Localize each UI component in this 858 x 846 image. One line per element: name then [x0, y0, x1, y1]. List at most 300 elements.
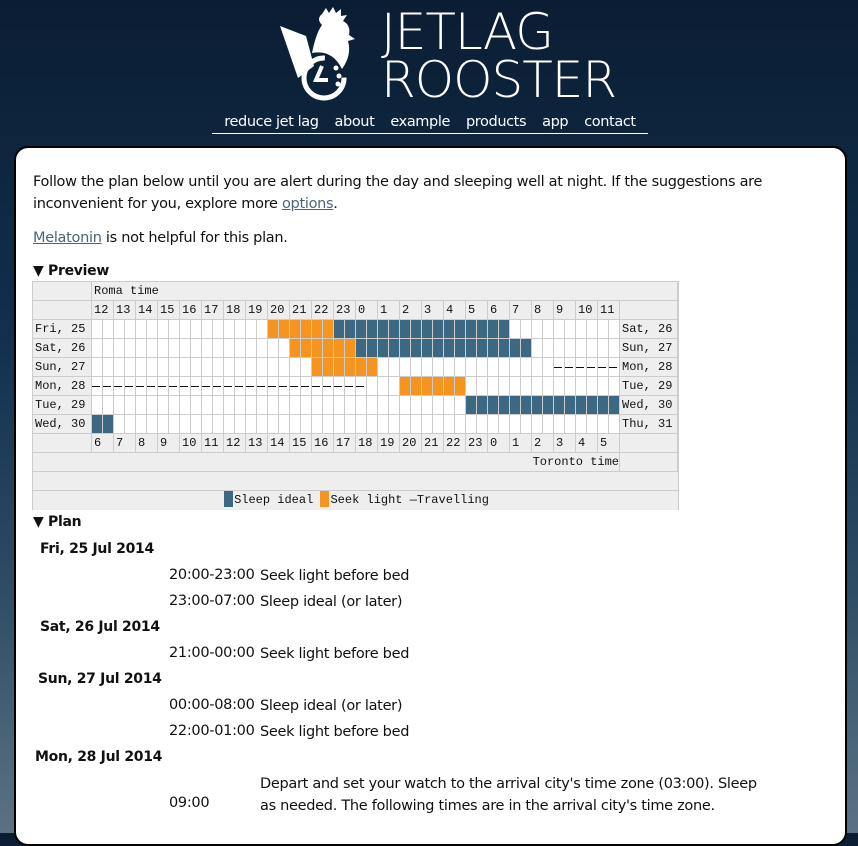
- cell-sleep: [356, 320, 367, 339]
- top-hour-tick: 3: [422, 301, 444, 320]
- cell-empty: [268, 396, 279, 415]
- cell-sleep: [587, 396, 598, 415]
- plan-time: 20:00-23:00: [169, 567, 255, 583]
- cell-empty: [136, 396, 147, 415]
- cell-sleep: [488, 339, 499, 358]
- cell-empty: [345, 396, 356, 415]
- row-day-label-left: Fri, 25: [33, 320, 92, 339]
- cell-empty: [455, 396, 466, 415]
- cell-empty: [367, 415, 378, 434]
- cell-sleep: [466, 396, 477, 415]
- cell-empty: [125, 358, 136, 377]
- plan-activity: Seek light before bed: [260, 568, 410, 584]
- top-hour-tick: 9: [554, 301, 576, 320]
- row-day-label-left: Sat, 26: [33, 339, 92, 358]
- plan-activity: Sleep ideal (or later): [260, 594, 403, 610]
- cell-sleep: [367, 339, 378, 358]
- cell-empty: [576, 415, 587, 434]
- top-hour-tick: 7: [510, 301, 532, 320]
- cell-empty: [543, 320, 554, 339]
- cell-sleep: [356, 339, 367, 358]
- top-hour-tick: 21: [290, 301, 312, 320]
- cell-empty: [587, 339, 598, 358]
- cell-empty: [279, 415, 290, 434]
- cell-empty: [202, 320, 213, 339]
- cell-empty: [543, 415, 554, 434]
- cell-sleep: [543, 396, 554, 415]
- cell-empty: [92, 396, 103, 415]
- cell-sleep: [499, 320, 510, 339]
- cell-empty: [257, 358, 268, 377]
- cell-empty: [246, 358, 257, 377]
- cell-empty: [191, 320, 202, 339]
- content-card: [14, 146, 847, 846]
- bottom-hour-tick: 14: [268, 434, 290, 453]
- cell-empty: [301, 358, 312, 377]
- top-hour-tick: 15: [158, 301, 180, 320]
- cell-empty: [378, 358, 389, 377]
- cell-empty: [136, 358, 147, 377]
- cell-empty: [598, 415, 609, 434]
- cell-sleep: [466, 339, 477, 358]
- cell-empty: [521, 358, 532, 377]
- cell-light: [279, 320, 290, 339]
- cell-empty: [103, 358, 114, 377]
- cell-empty: [565, 339, 576, 358]
- bottom-hour-tick: 10: [180, 434, 202, 453]
- cell-sleep: [444, 320, 455, 339]
- cell-sleep: [378, 320, 389, 339]
- cell-empty: [510, 377, 521, 396]
- cell-light: [444, 377, 455, 396]
- cell-empty: [147, 339, 158, 358]
- cell-empty: [235, 358, 246, 377]
- legend: [33, 491, 679, 510]
- top-hour-tick: 17: [202, 301, 224, 320]
- bottom-hour-tick: 0: [488, 434, 510, 453]
- top-hour-tick: 20: [268, 301, 290, 320]
- cell-empty: [114, 339, 125, 358]
- cell-empty: [224, 415, 235, 434]
- cell-empty: [169, 320, 180, 339]
- cell-light: [290, 339, 301, 358]
- blank-row: [33, 472, 679, 491]
- rooster-clock-icon: [278, 6, 378, 104]
- cell-empty: [224, 320, 235, 339]
- cell-empty: [224, 339, 235, 358]
- cell-sleep: [609, 396, 620, 415]
- cell-empty: [191, 358, 202, 377]
- cell-empty: [125, 396, 136, 415]
- cell-empty: [125, 415, 136, 434]
- cell-light: [334, 358, 345, 377]
- cell-empty: [279, 339, 290, 358]
- cell-empty: [213, 415, 224, 434]
- cell-empty: [609, 339, 620, 358]
- plan-activity: Sleep ideal (or later): [260, 698, 403, 714]
- nav-app[interactable]: app: [542, 114, 569, 130]
- bottom-hour-tick: 18: [356, 434, 378, 453]
- cell-sleep: [422, 339, 433, 358]
- plan-time: 22:00-01:00: [169, 723, 255, 739]
- label-cell: [33, 282, 92, 301]
- label-cell: [33, 434, 92, 453]
- cell-empty: [532, 415, 543, 434]
- plan-date: Sat, 26 Jul 2014: [40, 619, 160, 635]
- bottom-hour-tick: 17: [334, 434, 356, 453]
- intro-paragraph: Follow the plan below until you are alert during the day and sleeping well at night. If the suggestions are inconvenient for you, explore more options.: [33, 174, 763, 212]
- cell-empty: [246, 396, 257, 415]
- cell-empty: [554, 320, 565, 339]
- top-hour-tick: 1: [378, 301, 400, 320]
- cell-empty: [543, 358, 554, 377]
- cell-empty: [169, 358, 180, 377]
- cell-empty: [411, 396, 422, 415]
- bottom-hour-tick: 21: [422, 434, 444, 453]
- cell-empty: [389, 396, 400, 415]
- cell-empty: [389, 358, 400, 377]
- cell-empty: [257, 396, 268, 415]
- cell-sleep: [411, 320, 422, 339]
- plan-date: Fri, 25 Jul 2014: [40, 541, 154, 557]
- cell-empty: [235, 396, 246, 415]
- plan-toggle[interactable]: ▼ Plan: [33, 514, 82, 530]
- nav-example[interactable]: example: [390, 114, 450, 130]
- cell-empty: [411, 358, 422, 377]
- label-cell: [620, 301, 678, 320]
- cell-empty: [323, 396, 334, 415]
- preview-toggle[interactable]: ▼ Preview: [33, 263, 109, 279]
- cell-sleep: [433, 320, 444, 339]
- cell-empty: [158, 396, 169, 415]
- cell-empty: [191, 396, 202, 415]
- legend-swatch-light: [320, 491, 329, 507]
- bottom-hour-tick: 12: [224, 434, 246, 453]
- row-day-label-left: Mon, 28: [33, 377, 92, 396]
- cell-empty: [521, 320, 532, 339]
- bottom-hour-tick: 5: [598, 434, 620, 453]
- cell-empty: [290, 358, 301, 377]
- nav-products[interactable]: products: [466, 114, 527, 130]
- options-link[interactable]: options: [281, 196, 334, 212]
- cell-empty: [444, 358, 455, 377]
- bottom-hour-tick: 8: [136, 434, 158, 453]
- plan-date: Sun, 27 Jul 2014: [38, 671, 162, 687]
- cell-sleep: [521, 339, 532, 358]
- main-nav: [212, 114, 648, 134]
- cell-empty: [169, 415, 180, 434]
- cell-light: [422, 377, 433, 396]
- cell-empty: [114, 415, 125, 434]
- plan-activity: Seek light before bed: [260, 724, 410, 740]
- cell-empty: [422, 358, 433, 377]
- row-day-label-left: Tue, 29: [33, 396, 92, 415]
- cell-empty: [136, 339, 147, 358]
- cell-light: [345, 339, 356, 358]
- cell-empty: [543, 339, 554, 358]
- cell-empty: [543, 377, 554, 396]
- cell-empty: [180, 415, 191, 434]
- cell-empty: [246, 320, 257, 339]
- cell-empty: [279, 358, 290, 377]
- bottom-hour-tick: 2: [532, 434, 554, 453]
- cell-empty: [103, 339, 114, 358]
- cell-empty: [367, 377, 378, 396]
- cell-empty: [290, 396, 301, 415]
- row-day-label-right: Wed, 30: [620, 396, 678, 415]
- cell-empty: [499, 358, 510, 377]
- cell-empty: [389, 377, 400, 396]
- cell-sleep: [103, 415, 114, 434]
- nav-reduce-jet-lag[interactable]: reduce jet lag: [224, 114, 319, 130]
- cell-empty: [191, 339, 202, 358]
- travel-line: [554, 367, 620, 368]
- cell-empty: [268, 415, 279, 434]
- bottom-hour-tick: 9: [158, 434, 180, 453]
- plan-time: 23:00-07:00: [169, 593, 255, 609]
- label-cell: [620, 453, 678, 472]
- cell-empty: [532, 339, 543, 358]
- cell-empty: [521, 377, 532, 396]
- cell-sleep: [466, 320, 477, 339]
- cell-empty: [554, 377, 565, 396]
- cell-empty: [158, 339, 169, 358]
- cell-empty: [158, 320, 169, 339]
- cell-sleep: [400, 320, 411, 339]
- cell-empty: [235, 320, 246, 339]
- cell-light: [345, 358, 356, 377]
- cell-light: [312, 339, 323, 358]
- plan-activity: Depart and set your watch to the arrival city's time zone (03:00). Sleep as needed. The following times are in the arrival city's time zone.: [260, 776, 757, 814]
- cell-empty: [554, 415, 565, 434]
- cell-light: [323, 339, 334, 358]
- row-day-label-left: Wed, 30: [33, 415, 92, 434]
- cell-empty: [587, 415, 598, 434]
- nav-contact[interactable]: contact: [584, 114, 636, 130]
- bottom-hour-tick: 15: [290, 434, 312, 453]
- cell-empty: [213, 339, 224, 358]
- cell-empty: [136, 415, 147, 434]
- bottom-hour-tick: 19: [378, 434, 400, 453]
- cell-empty: [400, 358, 411, 377]
- bottom-hour-tick: 13: [246, 434, 268, 453]
- cell-empty: [202, 339, 213, 358]
- label-cell: [620, 434, 678, 453]
- cell-empty: [477, 415, 488, 434]
- cell-empty: [521, 415, 532, 434]
- plan-time: 00:00-08:00: [169, 697, 255, 713]
- cell-empty: [246, 339, 257, 358]
- row-day-label-right: Sun, 27: [620, 339, 678, 358]
- cell-sleep: [532, 396, 543, 415]
- bottom-hour-tick: 4: [576, 434, 598, 453]
- cell-sleep: [389, 339, 400, 358]
- cell-empty: [356, 396, 367, 415]
- top-timezone-label: Roma time: [92, 282, 678, 301]
- cell-empty: [576, 377, 587, 396]
- cell-empty: [158, 358, 169, 377]
- top-hour-tick: 12: [92, 301, 114, 320]
- cell-sleep: [488, 396, 499, 415]
- legend-label-travel: —Travelling: [409, 493, 489, 507]
- bottom-hour-tick: 16: [312, 434, 334, 453]
- cell-empty: [213, 396, 224, 415]
- plan-time: 09:00: [169, 795, 210, 811]
- cell-empty: [565, 377, 576, 396]
- cell-empty: [279, 396, 290, 415]
- cell-empty: [257, 415, 268, 434]
- cell-empty: [235, 415, 246, 434]
- bottom-hour-tick: 1: [510, 434, 532, 453]
- cell-sleep: [598, 396, 609, 415]
- top-hour-tick: 10: [576, 301, 598, 320]
- top-hour-tick: 0: [356, 301, 378, 320]
- legend-label-light: Seek light: [330, 493, 410, 507]
- row-day-label-right: Sat, 26: [620, 320, 678, 339]
- cell-empty: [378, 415, 389, 434]
- cell-sleep: [411, 339, 422, 358]
- cell-empty: [334, 415, 345, 434]
- top-hour-tick: 5: [466, 301, 488, 320]
- cell-light: [312, 358, 323, 377]
- cell-light: [312, 320, 323, 339]
- top-hour-tick: 2: [400, 301, 422, 320]
- cell-empty: [147, 320, 158, 339]
- site-header: [0, 0, 858, 145]
- cell-empty: [312, 415, 323, 434]
- cell-sleep: [488, 320, 499, 339]
- plan-activity: Seek light before bed: [260, 646, 410, 662]
- cell-empty: [609, 415, 620, 434]
- cell-empty: [400, 415, 411, 434]
- cell-empty: [510, 320, 521, 339]
- cell-empty: [488, 377, 499, 396]
- cell-empty: [609, 377, 620, 396]
- logo[interactable]: [278, 3, 617, 109]
- cell-empty: [224, 396, 235, 415]
- cell-empty: [169, 396, 180, 415]
- cell-empty: [532, 320, 543, 339]
- cell-empty: [356, 415, 367, 434]
- nav-about[interactable]: about: [334, 114, 375, 130]
- cell-empty: [389, 415, 400, 434]
- cell-empty: [202, 415, 213, 434]
- cell-empty: [114, 320, 125, 339]
- cell-empty: [323, 415, 334, 434]
- cell-empty: [268, 339, 279, 358]
- top-hour-tick: 16: [180, 301, 202, 320]
- cell-sleep: [477, 320, 488, 339]
- cell-empty: [180, 358, 191, 377]
- cell-empty: [422, 396, 433, 415]
- top-hour-tick: 23: [334, 301, 356, 320]
- cell-empty: [202, 358, 213, 377]
- cell-empty: [147, 415, 158, 434]
- cell-sleep: [334, 320, 345, 339]
- cell-sleep: [565, 396, 576, 415]
- cell-empty: [466, 377, 477, 396]
- cell-empty: [433, 358, 444, 377]
- cell-empty: [136, 320, 147, 339]
- legend-label-sleep: Sleep ideal: [234, 493, 321, 507]
- cell-empty: [455, 415, 466, 434]
- bottom-timezone-label: Toronto time: [33, 453, 620, 472]
- cell-empty: [345, 415, 356, 434]
- cell-empty: [433, 415, 444, 434]
- cell-empty: [510, 358, 521, 377]
- top-hour-tick: 8: [532, 301, 554, 320]
- cell-empty: [257, 339, 268, 358]
- cell-sleep: [367, 320, 378, 339]
- cell-sleep: [455, 339, 466, 358]
- top-hour-tick: 4: [444, 301, 466, 320]
- cell-light: [301, 320, 312, 339]
- cell-empty: [268, 358, 279, 377]
- cell-sleep: [499, 396, 510, 415]
- cell-empty: [202, 396, 213, 415]
- cell-sleep: [389, 320, 400, 339]
- brand-line1: JETLAG: [381, 3, 553, 61]
- cell-empty: [411, 415, 422, 434]
- cell-empty: [576, 339, 587, 358]
- cell-empty: [147, 358, 158, 377]
- cell-sleep: [521, 396, 532, 415]
- cell-light: [455, 377, 466, 396]
- cell-sleep: [499, 339, 510, 358]
- melatonin-link[interactable]: Melatonin: [33, 230, 102, 246]
- cell-empty: [147, 396, 158, 415]
- cell-sleep: [422, 320, 433, 339]
- cell-sleep: [455, 320, 466, 339]
- cell-empty: [598, 377, 609, 396]
- cell-sleep: [378, 339, 389, 358]
- cell-empty: [125, 320, 136, 339]
- cell-empty: [180, 396, 191, 415]
- cell-empty: [367, 396, 378, 415]
- bottom-hour-tick: 11: [202, 434, 224, 453]
- melatonin-note: Melatonin is not helpful for this plan.: [33, 230, 288, 246]
- cell-sleep: [477, 396, 488, 415]
- cell-empty: [466, 415, 477, 434]
- cell-empty: [466, 358, 477, 377]
- cell-empty: [488, 358, 499, 377]
- cell-empty: [444, 415, 455, 434]
- bottom-hour-tick: 22: [444, 434, 466, 453]
- brand-line2: ROOSTER: [381, 51, 617, 109]
- cell-empty: [312, 396, 323, 415]
- cell-light: [400, 377, 411, 396]
- plan-time: 21:00-00:00: [169, 645, 255, 661]
- bottom-hour-tick: 6: [92, 434, 114, 453]
- cell-empty: [301, 415, 312, 434]
- cell-sleep: [444, 339, 455, 358]
- cell-sleep: [510, 339, 521, 358]
- cell-empty: [609, 320, 620, 339]
- cell-empty: [477, 358, 488, 377]
- cell-empty: [224, 358, 235, 377]
- cell-empty: [532, 377, 543, 396]
- cell-empty: [290, 415, 301, 434]
- cell-empty: [246, 415, 257, 434]
- cell-empty: [114, 396, 125, 415]
- cell-empty: [180, 339, 191, 358]
- cell-empty: [158, 415, 169, 434]
- row-day-label-right: Mon, 28: [620, 358, 678, 377]
- row-day-label-left: Sun, 27: [33, 358, 92, 377]
- cell-sleep: [92, 415, 103, 434]
- preview-schedule-grid: [32, 281, 679, 510]
- cell-light: [301, 339, 312, 358]
